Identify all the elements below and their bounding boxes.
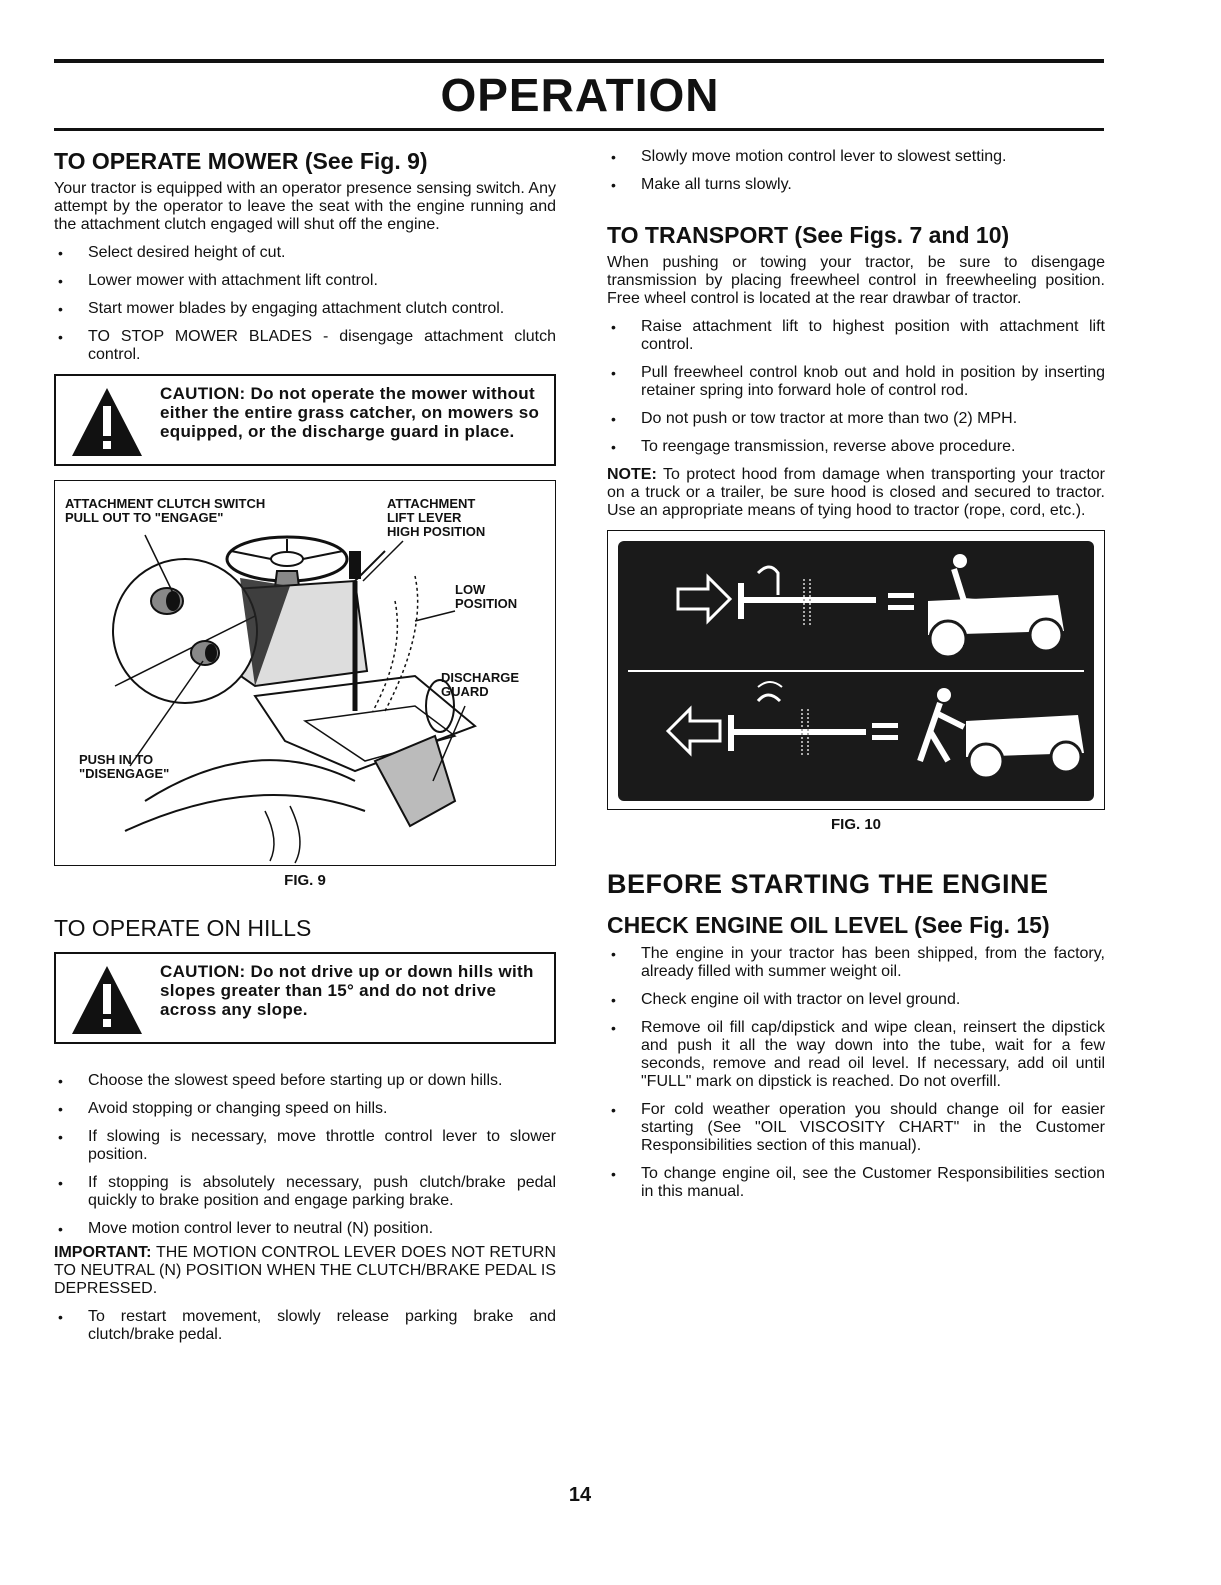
figure-9 [54,480,556,866]
transport-note: NOTE: To protect hood from damage when transporting your tractor on a truck or a trailer, be sure hood is closed and secured to tractor. Use an appropriate means of tying hood to tractor (rope, cord, etc.). [607,466,1106,520]
hills-continued-bullets [607,148,1105,194]
hills-bullets-after [54,1308,556,1344]
transport-heading: TO TRANSPORT (See Figs. 7 and 10) [607,222,1010,248]
list-item: • Check engine oil with tractor on level ground. [607,991,1105,1009]
list-item: • Lower mower with attachment lift control. [54,272,556,290]
list-item: • Make all turns slowly. [607,176,1105,194]
mower-caution-text: CAUTION: Do not operate the mower without either the entire grass catcher, on mowers so equipped, or the discharge guard in place. [160,384,540,442]
title-rule [54,128,1104,131]
list-item: • Do not push or tow tractor at more than two (2) MPH. [607,410,1105,428]
list-item: • If slowing is necessary, move throttle control lever to slower position. [54,1128,556,1164]
hills-heading: TO OPERATE ON HILLS [54,915,312,942]
fig9-label-low-position: LOW POSITION [455,582,518,612]
top-rule [54,59,1104,63]
page-title: OPERATION [440,69,720,121]
fig10-caption: FIG. 10 [830,816,882,834]
list-item: • Choose the slowest speed before starting up or down hills. [54,1072,556,1090]
hills-caution-box [54,952,556,1044]
fig9-caption: FIG. 9 [284,872,326,890]
mower-heading: TO OPERATE MOWER (See Fig. 9) [54,148,428,174]
list-item: • Pull freewheel control knob out and hold in position by inserting retainer spring into forward hole of control rod. [607,364,1105,400]
hills-caution-text: CAUTION: Do not drive up or down hills with slopes greater than 15° and do not drive across any slope. [160,961,534,1019]
fig9-label-push-in: PUSH IN TO "DISENGAGE" [79,752,170,782]
important-note: IMPORTANT: THE MOTION CONTROL LEVER DOES NOT RETURN TO NEUTRAL (N) POSITION WHEN THE CLUTCH/BRAKE PEDAL IS DEPRESSED. [54,1243,557,1297]
list-item: • Start mower blades by engaging attachment clutch control. [54,300,556,318]
list-item: • To restart movement, slowly release parking brake and clutch/brake pedal. [54,1308,556,1344]
left-column [54,148,556,1354]
figure-10 [607,530,1105,810]
right-column [607,148,1105,1211]
list-item: • Remove oil fill cap/dipstick and wipe clean, reinsert the dipstick and push it all the way down into the tube, wait for a few seconds, remove and read oil level. If necessary, add oil until "FULL" mark on dipstick is reached. Do not overfill. [607,1019,1105,1091]
mower-bullets [54,244,556,364]
before-starting-heading: BEFORE STARTING THE ENGINE [607,869,1049,900]
fig9-label-clutch-switch: ATTACHMENT CLUTCH SWITCH PULL OUT TO "ENGAGE" [65,496,266,526]
transport-intro: When pushing or towing your tractor, be sure to disengage transmission by placing freewheel control in freewheeling position. Free wheel control is located at the rear drawbar of tractor. [607,254,1105,308]
mower-intro: Your tractor is equipped with an operator presence sensing switch. Any attempt by the operator to leave the seat with the engine running and the attachment clutch engaged will shut off the engine. [54,180,556,234]
page-number: 14 [568,1484,592,1506]
list-item: • For cold weather operation you should change oil for easier starting (See "OIL VISCOSITY CHART" in the Customer Responsibilities section of this manual). [607,1101,1105,1155]
list-item: • TO STOP MOWER BLADES - disengage attachment clutch control. [54,328,556,364]
list-item: • Avoid stopping or changing speed on hills. [54,1100,556,1118]
list-item: • Move motion control lever to neutral (N) position. [54,1220,556,1238]
list-item: • Slowly move motion control lever to slowest setting. [607,148,1105,166]
list-item: • To change engine oil, see the Customer Responsibilities section in this manual. [607,1165,1105,1201]
oil-bullets [607,945,1105,1201]
transport-bullets [607,318,1105,456]
list-item: • If stopping is absolutely necessary, push clutch/brake pedal quickly to brake position and engage parking brake. [54,1174,556,1210]
list-item: • The engine in your tractor has been shipped, from the factory, already filled with summer weight oil. [607,945,1105,981]
hills-bullets [54,1072,556,1238]
list-item: • To reengage transmission, reverse above procedure. [607,438,1105,456]
warning-triangle-icon [70,964,144,1036]
fig9-label-lift-lever: ATTACHMENT LIFT LEVER HIGH POSITION [387,496,486,540]
list-item: • Select desired height of cut. [54,244,556,262]
fig9-label-discharge-guard: DISCHARGE GUARD [441,670,520,700]
list-item: • Raise attachment lift to highest position with attachment lift control. [607,318,1105,354]
warning-triangle-icon [70,386,144,458]
freewheel-decal-illustration [608,531,1104,809]
mower-caution-box [54,374,556,466]
check-oil-heading: CHECK ENGINE OIL LEVEL (See Fig. 15) [607,912,1050,939]
